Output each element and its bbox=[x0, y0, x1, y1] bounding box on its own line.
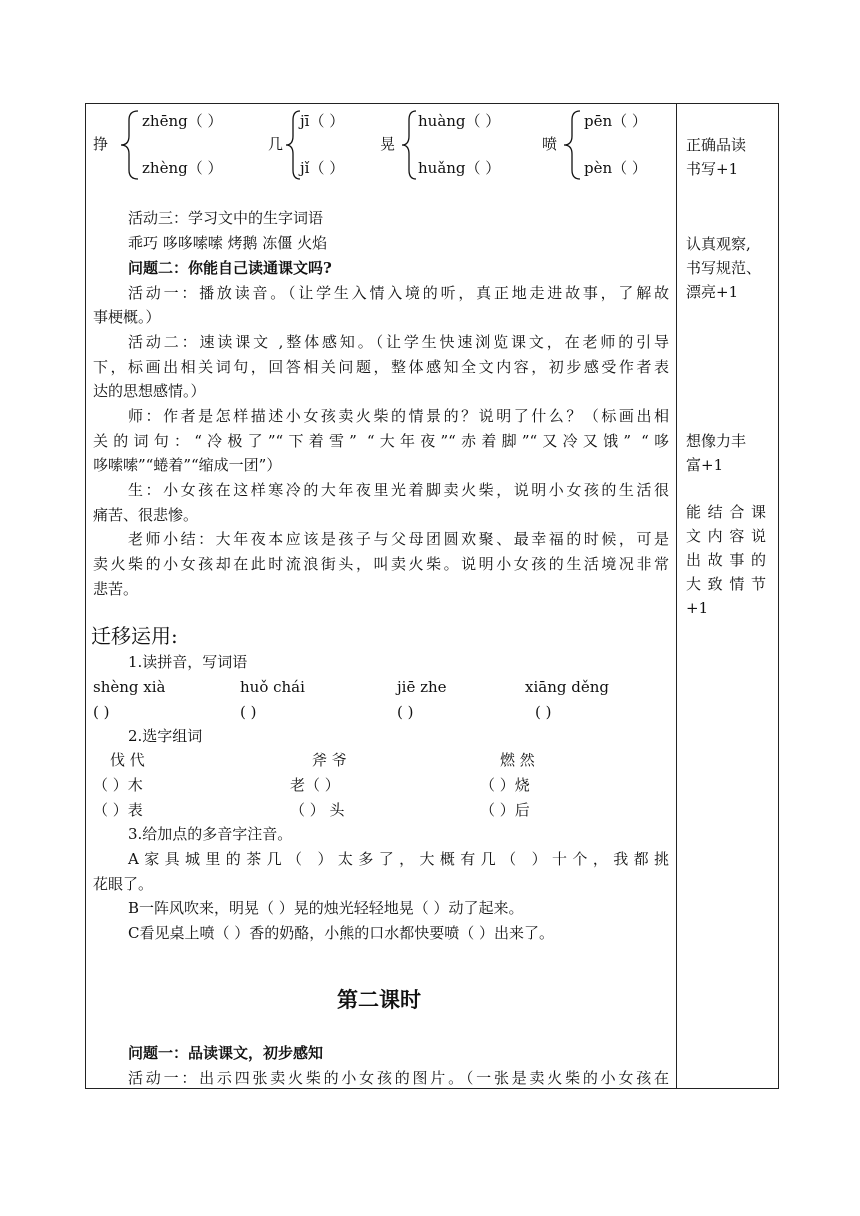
exercise1-blank: ( ) bbox=[240, 703, 257, 721]
exercise3-item: C看见桌上喷（ ）香的奶酪，小熊的口水都快要喷（ ）出来了。 bbox=[128, 924, 555, 942]
paragraph-line: 活动一：播放读音。（让学生入情入境的听，真正地走进故事，了解故 bbox=[128, 284, 669, 302]
exercise2-line: （ ）烧 bbox=[480, 776, 530, 794]
pinyin-char: 挣 bbox=[93, 135, 109, 153]
activity3-title: 活动三：学习文中的生字词语 bbox=[128, 209, 324, 227]
exercise3-item: B一阵风吹来，明晃（ ）晃的烛光轻轻地晃（ ）动了起来。 bbox=[128, 899, 524, 917]
pinyin-top: zhēng（ ） bbox=[142, 112, 223, 130]
exercise2-line: （ ） 头 bbox=[290, 801, 345, 819]
pinyin-char: 喷 bbox=[542, 135, 558, 153]
exercise2-pair: 燃 然 bbox=[500, 751, 535, 769]
pinyin-bottom: huǎng（ ） bbox=[418, 159, 501, 177]
lesson2-title: 第二课时 bbox=[337, 987, 421, 1012]
exercise1-pinyin: huǒ chái bbox=[240, 678, 305, 696]
pinyin-top: pēn（ ） bbox=[584, 112, 647, 130]
exercise2-pair: 伐 代 bbox=[110, 751, 145, 769]
pinyin-char: 晃 bbox=[380, 135, 396, 153]
exercise3-title: 3.给加点的多音字注音。 bbox=[128, 825, 293, 843]
exercise2-pair: 斧 爷 bbox=[312, 751, 347, 769]
exercise3-item: A家具城里的茶几（ ）太多了，大概有几（ ）十个，我都挑 bbox=[128, 850, 669, 868]
side-note: 正确品读 书写+1 bbox=[686, 136, 747, 178]
paragraph-line: 关的词句：“冷极了”“下着雪” “大年夜”“赤着脚”“又冷又饿” “哆 bbox=[93, 432, 669, 450]
paragraph-line: 卖火柴的小女孩却在此时流浪街头，叫卖火柴。说明小女孩的生活境况非常 bbox=[93, 555, 669, 573]
paragraph-line: 活动一：出示四张卖火柴的小女孩的图片。（一张是卖火柴的小女孩在 bbox=[128, 1069, 669, 1087]
paragraph-line: 活动二：速读课文 ,整体感知。（让学生快速浏览课文，在老师的引导 bbox=[128, 333, 669, 351]
activity3-words: 乖巧 哆哆嗦嗦 烤鹅 冻僵 火焰 bbox=[128, 234, 328, 252]
pinyin-top: huàng（ ） bbox=[418, 112, 501, 130]
pinyin-bottom: zhèng（ ） bbox=[142, 159, 223, 177]
lesson2-question1: 问题一：品读课文，初步感知 bbox=[128, 1044, 324, 1062]
paragraph-line: 下，标画出相关词句，回答相关问题，整体感知全文内容，初步感受作者表 bbox=[93, 358, 669, 376]
exercise1-blank: ( ) bbox=[93, 703, 110, 721]
paragraph-line: 老师小结：大年夜本应该是孩子与父母团圆欢聚、最幸福的时候，可是 bbox=[128, 530, 669, 548]
column-divider bbox=[676, 103, 677, 1089]
exercise1-pinyin: shèng xià bbox=[93, 678, 166, 696]
exercise1-pinyin: xiāng děng bbox=[525, 678, 609, 696]
paragraph-line: 师：作者是怎样描述小女孩卖火柴的情景的？说明了什么？（标画出相 bbox=[128, 407, 669, 425]
exercise2-line: （ ）后 bbox=[480, 801, 530, 819]
pinyin-top: jī（ ） bbox=[300, 112, 345, 130]
exercise1-title: 1.读拼音，写词语 bbox=[128, 653, 248, 671]
pinyin-bottom: pèn（ ） bbox=[584, 159, 647, 177]
pinyin-char: 几 bbox=[268, 135, 284, 153]
paragraph-line: 达的思想感情。） bbox=[93, 382, 206, 400]
pinyin-bottom: jǐ（ ） bbox=[300, 159, 345, 177]
exercise3-item: 花眼了。 bbox=[93, 875, 154, 893]
exercise2-title: 2.选字组词 bbox=[128, 727, 203, 745]
left-brace-icon bbox=[562, 108, 582, 182]
side-note: 认真观察, 书写规范、 漂亮+1 bbox=[686, 235, 762, 301]
paragraph-line: 痛苦、很悲惨。 bbox=[93, 506, 199, 524]
exercise1-blank: ( ) bbox=[535, 703, 552, 721]
exercise2-line: （ ）表 bbox=[93, 801, 143, 819]
paragraph-line: 哆嗦嗦”“蜷着”“缩成一团”） bbox=[93, 456, 282, 474]
paragraph-line: 悲苦。 bbox=[93, 580, 139, 598]
paragraph-line: 事梗概。） bbox=[93, 308, 161, 326]
left-brace-icon bbox=[118, 108, 140, 182]
side-note: 能结合课 文内容说 出故事的 大致情节 +1 bbox=[686, 503, 766, 617]
side-note: 想像力丰 富+1 bbox=[686, 432, 747, 474]
paragraph-line: 生：小女孩在这样寒冷的大年夜里光着脚卖火柴，说明小女孩的生活很 bbox=[128, 481, 669, 499]
exercise2-line: 老（ ） bbox=[290, 776, 340, 794]
exercise1-pinyin: jiē zhe bbox=[397, 678, 447, 696]
left-brace-icon bbox=[400, 108, 418, 182]
exercise1-blank: ( ) bbox=[397, 703, 414, 721]
question2-title: 问题二：你能自己读通课文吗? bbox=[128, 259, 332, 277]
exercise2-line: （ ）木 bbox=[93, 776, 143, 794]
transfer-title: 迁移运用: bbox=[91, 624, 178, 648]
